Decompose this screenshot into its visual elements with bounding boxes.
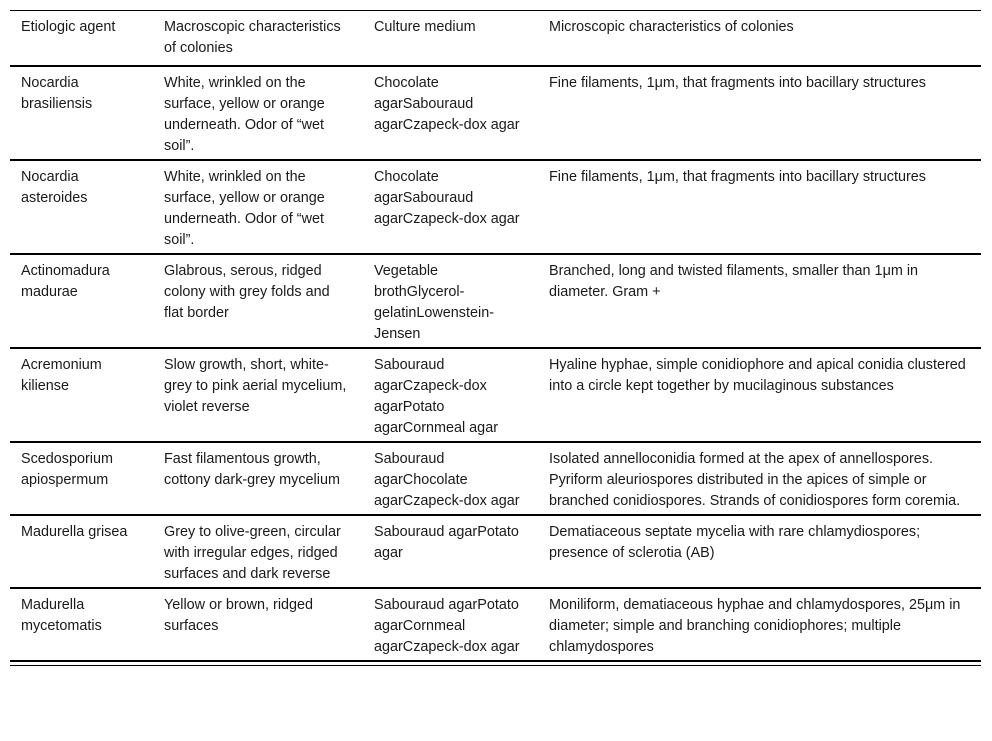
cell-microscopic: Fine filaments, 1μm, that fragments into bacillary structures <box>549 75 926 91</box>
cell-agent: Actinomadura madurae <box>21 263 110 300</box>
cell-microscopic: Isolated annelloconidia formed at the apex of annellospores. Pyriform aleuriospores distributed in the apices of simple or branched conidiospores. Strands of conidiospores form coremia. <box>549 451 961 509</box>
cell-agent: Madurella grisea <box>21 524 128 540</box>
table-row <box>10 348 981 442</box>
cell-microscopic: Hyaline hyphae, simple conidiophore and apical conidia clustered into a circle kept together by mucilaginous substances <box>549 357 966 394</box>
cell-microscopic: Branched, long and twisted filaments, smaller than 1μm in diameter. Gram + <box>549 263 919 300</box>
cell-macroscopic: Slow growth, short, white-grey to pink aerial mycelium, violet reverse <box>164 357 347 415</box>
cell-microscopic: Moniliform, dematiaceous hyphae and chlamydospores, 25μm in diameter; simple and branching conidiophores; multiple chlamydospores <box>549 597 961 655</box>
header-culture-medium: Culture medium <box>374 19 476 35</box>
cell-macroscopic: Grey to olive-green, circular with irregular edges, ridged surfaces and dark reverse <box>164 524 341 582</box>
cell-microscopic: Fine filaments, 1μm, that fragments into bacillary structures <box>549 169 926 185</box>
cell-macroscopic: Glabrous, serous, ridged colony with grey folds and flat border <box>164 263 330 321</box>
table-row <box>10 66 981 160</box>
cell-culture: Sabouraud agarPotato agar <box>374 524 519 561</box>
table-row <box>10 515 981 588</box>
cell-culture: Vegetable brothGlycerol-gelatinLowenstein-Jensen <box>374 263 495 342</box>
cell-culture: Chocolate agarSabouraud agarCzapeck-dox agar <box>374 75 520 133</box>
cell-agent: Scedosporium apiospermum <box>21 451 113 488</box>
cell-agent: Acremonium kiliense <box>21 357 102 394</box>
cell-culture: Sabouraud agarChocolate agarCzapeck-dox agar <box>374 451 520 509</box>
table-header <box>10 11 981 67</box>
table-bottom-rule <box>10 665 981 666</box>
cell-macroscopic: Fast filamentous growth, cottony dark-grey mycelium <box>164 451 340 488</box>
cell-agent: Nocardia brasiliensis <box>21 75 93 112</box>
table-row <box>10 588 981 661</box>
etiologic-agents-table-container <box>10 10 981 666</box>
cell-agent: Madurella mycetomatis <box>21 597 102 634</box>
etiologic-agents-table <box>10 10 981 662</box>
cell-culture: Chocolate agarSabouraud agarCzapeck-dox agar <box>374 169 520 227</box>
cell-culture: Sabouraud agarCzapeck-dox agarPotato agarCornmeal agar <box>374 357 498 436</box>
cell-macroscopic: Yellow or brown, ridged surfaces <box>164 597 314 634</box>
table-row <box>10 160 981 254</box>
cell-macroscopic: White, wrinkled on the surface, yellow or orange underneath. Odor of “wet soil”. <box>164 169 325 248</box>
table-row <box>10 442 981 515</box>
cell-macroscopic: White, wrinkled on the surface, yellow or orange underneath. Odor of “wet soil”. <box>164 75 325 154</box>
cell-culture: Sabouraud agarPotato agarCornmeal agarCzapeck-dox agar <box>374 597 520 655</box>
cell-agent: Nocardia asteroides <box>21 169 88 206</box>
header-macroscopic: Macroscopic characteristics of colonies <box>164 19 341 56</box>
header-etiologic-agent: Etiologic agent <box>21 19 116 35</box>
header-microscopic: Microscopic characteristics of colonies <box>549 19 794 35</box>
table-row <box>10 254 981 348</box>
header-row <box>10 11 981 67</box>
cell-microscopic: Dematiaceous septate mycelia with rare chlamydiospores; presence of sclerotia (AB) <box>549 524 921 561</box>
table-body <box>10 66 981 661</box>
